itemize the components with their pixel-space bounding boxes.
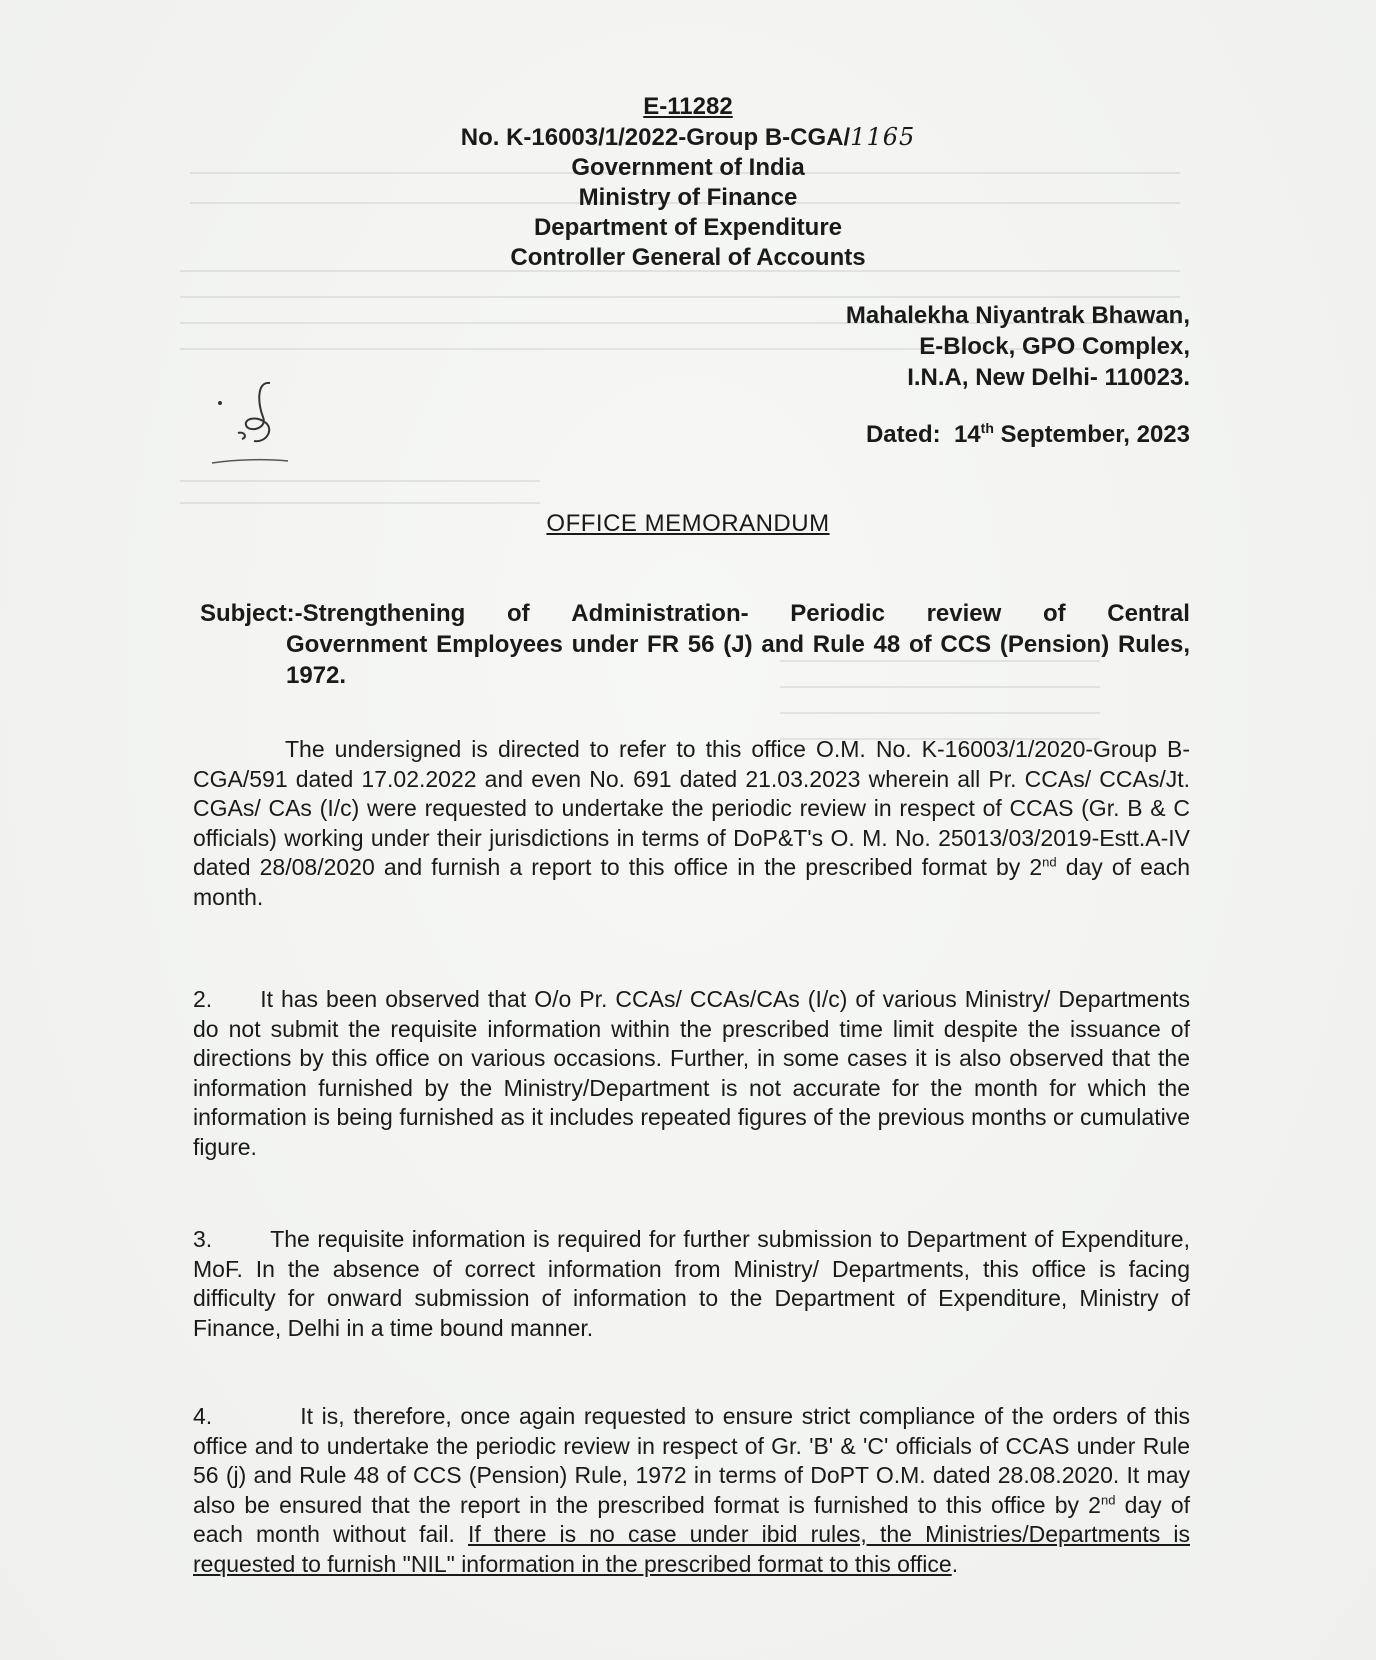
paragraph-4-text: It is, therefore, once again requested to ensure strict compliance of the orders of this office and to undertake the periodic review in respect of Gr. 'B' & 'C' officials of CCAS under Rule 56 (j) and Rule 48 of CCS (Pension) Rule, 1972 in terms of DoPT O.M. dated 28.08.2020. It may also be ensured that the report in the prescribed format is furnished to this office by 2 xyxy=(193,1403,1190,1518)
letterhead xyxy=(0,92,1376,273)
date-day-suffix: th xyxy=(980,420,994,436)
address-line-3: I.N.A, New Delhi- 110023. xyxy=(907,364,1190,391)
paragraph-4-end: . xyxy=(951,1550,959,1577)
paragraph-2 xyxy=(193,985,1190,1162)
paragraph-1-text: The undersigned is directed to refer to this office O.M. No. K-16003/1/2020-Group B-CGA/591 dated 17.02.2022 and even No. 691 dated 21.03.2023 wherein all Pr. CCAs/ CCAs/Jt. CGAs/ CAs (I/c) were requested to undertake the periodic review in respect of CCAS (Gr. B & C officials) working under their jurisdictions in terms of DoP&T's O. M. No. 25013/03/2019-Estt.A-IV dated 28/08/2020 and furnish a report to this office in the prescribed format by 2 xyxy=(193,736,1190,880)
date-day: 14 xyxy=(953,421,981,448)
file-number xyxy=(0,122,1376,153)
subject-word: Administration- xyxy=(571,600,749,627)
paragraph-3 xyxy=(193,1225,1190,1343)
paragraph-4-sup: nd xyxy=(1100,1491,1116,1507)
address-line-2: E-Block, GPO Complex, xyxy=(919,333,1190,360)
department-name: Department of Expenditure xyxy=(533,214,843,241)
reference-code: E-11282 xyxy=(643,93,733,120)
paragraph-4 xyxy=(193,1402,1190,1579)
paragraph-4-underlined-instruction: If there is no case under ibid rules, the Ministries/Departments is requested to furnish "NIL" information in the prescribed format to this office xyxy=(193,1521,1190,1577)
subject-word: Central xyxy=(1107,600,1190,627)
date-label: Dated: xyxy=(865,421,941,448)
date-line xyxy=(866,420,1190,449)
paragraph-3-number: 3. xyxy=(193,1226,213,1252)
handwritten-initials xyxy=(208,375,318,475)
address-line-1: Mahalekha Niyantrak Bhawan, xyxy=(845,302,1190,329)
paragraph-1-sup: nd xyxy=(1042,854,1057,870)
office-name: Controller General of Accounts xyxy=(510,244,866,271)
paragraph-4-tail: day of each month without fail. xyxy=(193,1491,1190,1547)
subject xyxy=(200,598,1190,691)
subject-continuation: Government Employees under FR 56 (J) and Rule 48 of CCS (Pension) Rules, 1972. xyxy=(286,631,1190,689)
subject-word: Periodic xyxy=(790,600,885,627)
subject-word: review xyxy=(926,600,1002,627)
office-address xyxy=(846,300,1190,393)
subject-word: Subject:-Strengthening xyxy=(200,600,466,627)
paragraph-2-text: It has been observed that O/o Pr. CCAs/ CCAs/CAs (I/c) of various Ministry/ Departments do not submit the requisite information within the prescribed time limit despite the issuance of directions by this office on various occasions. Further, in some cases it is also observed that the information furnished by the Ministry/Department is not accurate for the month for which the information is being furnished as it includes repeated figures of the previous months or cumulative figure. xyxy=(193,986,1190,1160)
government-name: Government of India xyxy=(571,154,805,181)
subject-first-line xyxy=(200,598,1190,629)
memo-title: OFFICE MEMORANDUM xyxy=(546,510,830,537)
ministry-name: Ministry of Finance xyxy=(578,184,798,211)
paragraph-3-text: The requisite information is required for further submission to Department of Expenditure, MoF. In the absence of correct information from Ministry/ Departments, this office is facing difficulty for onward submission of information to the Department of Expenditure, Ministry of Finance, Delhi in a time bound manner. xyxy=(193,1226,1190,1341)
paragraph-1-tail: day of each month. xyxy=(193,854,1191,910)
subject-word: of xyxy=(506,600,530,627)
date-month-year: September, 2023 xyxy=(1000,421,1190,448)
file-number-handwritten: 1165 xyxy=(850,123,916,151)
paragraph-1 xyxy=(193,735,1190,912)
file-number-text: No. K-16003/1/2022-Group B-CGA/ xyxy=(460,124,851,151)
paragraph-2-number: 2. xyxy=(193,986,213,1012)
paragraph-4-number: 4. xyxy=(193,1403,213,1429)
subject-word: of xyxy=(1042,600,1066,627)
